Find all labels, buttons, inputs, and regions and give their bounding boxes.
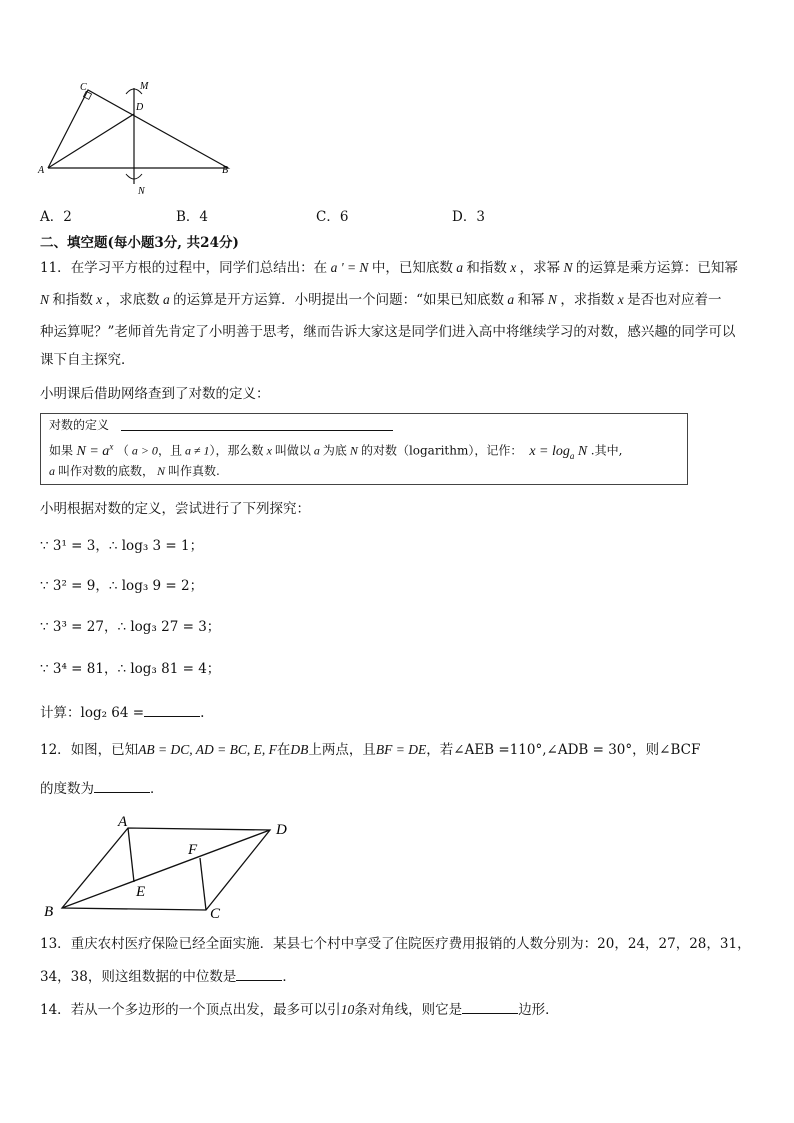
q11-explore: 小明根据对数的定义，尝试进行了下列探究： (40, 501, 310, 517)
option-d: D．3 (452, 209, 485, 225)
label-e: E (136, 884, 146, 900)
option-c: C．6 (316, 209, 349, 225)
q11-step3: ∵ 3³ = 27，∴ log₃ 27 = 3； (40, 619, 221, 635)
q13-line2: 34，38，则这组数据的中位数是 ． (40, 966, 296, 987)
label-f: F (188, 842, 198, 858)
q12-line1: 12．如图，已知AB = DC, AD = BC, E, F在DB上两点，且BF = DE，若∠AEB =110°,∠ADB = 30°，则∠BCF (40, 742, 701, 758)
q11-step4: ∵ 3⁴ = 81，∴ log₃ 81 = 4； (40, 661, 221, 677)
label-d: D (136, 102, 144, 113)
label-b: B (44, 904, 54, 920)
option-b: B．4 (176, 209, 209, 225)
def-title: 对数的定义 (49, 418, 110, 432)
q11-line2: N 和指数 x ，求底数 a 的运算是开方运算．小明提出一个问题：“如果已知底数 a 和幂 N ，求指数 x 是否也对应着一 (40, 292, 722, 308)
q11-line1: 11．在学习平方根的过程中，同学们总结出：在 a ' = N 中，已知底数 a 和指数 x ，求幂 N 的运算是乘方运算：已知幂 (40, 260, 738, 276)
segment-cf (200, 858, 206, 910)
q11-line5: 小明课后借助网络查到了对数的定义： (40, 386, 270, 402)
label-d: D (276, 822, 287, 838)
label-b: B (222, 165, 229, 176)
def-title-underline (121, 430, 393, 431)
q11-line3: 种运算呢？”老师首先肯定了小明善于思考，继而告诉大家这是同学们进入高中将继续学习的对数，感兴趣的同学可以 (40, 324, 736, 340)
answer-blank[interactable] (462, 999, 518, 1014)
q12-line2: 的度数为 ． (40, 778, 164, 799)
q14-line: 14．若从一个多边形的一个顶点出发，最多可以引10条对角线，则它是 边形． (40, 999, 559, 1020)
option-a: A．2 (40, 209, 72, 225)
q11-line4: 课下自主探究． (40, 352, 135, 368)
answer-blank[interactable] (236, 966, 282, 981)
label-n: N (138, 186, 145, 197)
answer-blank[interactable] (144, 702, 200, 717)
q11-calc: 计算：log₂ 64 = . (40, 702, 204, 723)
figure-triangle-bisector (36, 78, 236, 198)
section-title: 二、填空题(每小题3分, 共24分) (40, 235, 239, 251)
def-line1: 如果 $N = a^x$ （ a > 0，且 a ≠ 1），那么数 x 叫做以 a 为底 N 的对数（logarithm），记作： $x = \log_a N$ .其中, (49, 441, 623, 461)
label-c: C (210, 906, 221, 922)
label-a: A (118, 814, 128, 830)
label-c: C (80, 82, 87, 93)
q11-step1: ∵ 3¹ = 3，∴ log₃ 3 = 1； (40, 538, 204, 554)
q13-line1: 13．重庆农村医疗保险已经全面实施．某县七个村中享受了住院医疗费用报销的人数分别为：20，24，27，28，31， (40, 936, 751, 952)
label-a: A (38, 165, 45, 176)
segment-ad (48, 114, 134, 168)
def-line2: a 叫作对数的底数， N 叫作真数. (49, 464, 220, 478)
answer-blank[interactable] (94, 778, 150, 793)
figure-parallelogram (38, 812, 298, 924)
q11-step2: ∵ 3² = 9，∴ log₃ 9 = 2； (40, 578, 204, 594)
segment-ae (128, 828, 134, 882)
label-m: M (140, 81, 149, 92)
definition-box (40, 413, 688, 485)
